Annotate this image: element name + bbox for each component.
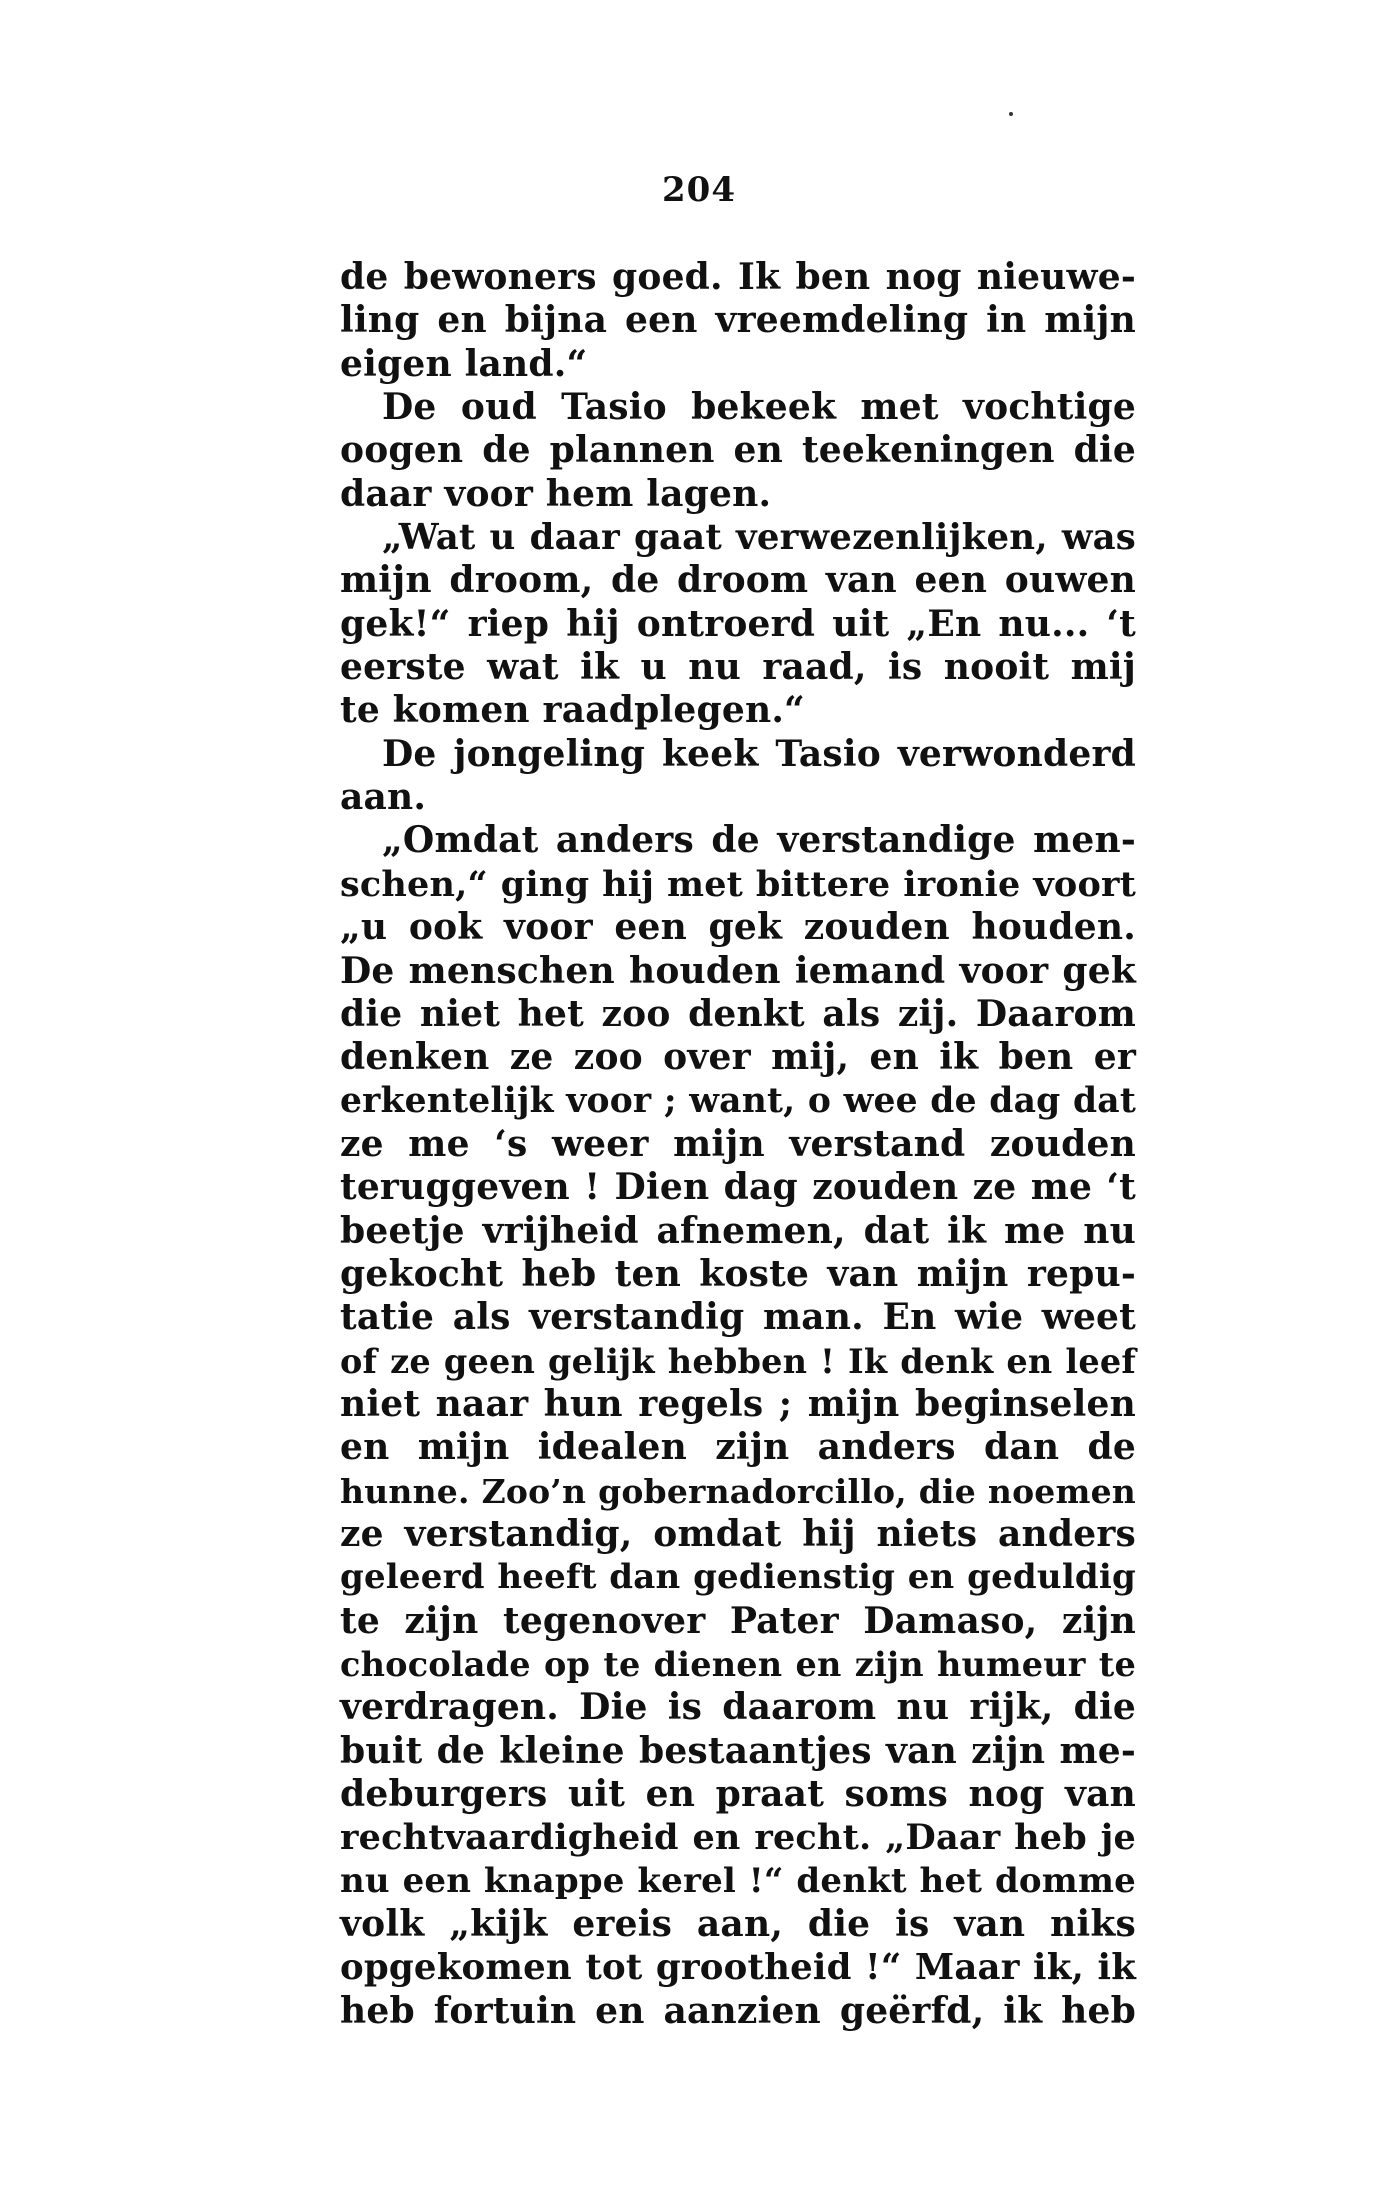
- text-line: verdragen. Die is daarom nu rijk, die: [340, 1686, 1136, 1729]
- text-line: aan.: [340, 776, 427, 819]
- text-line: „Wat u daar gaat verwezenlijken, was: [382, 517, 1136, 559]
- text-line: hunne. Zoo’n gobernadorcillo, die noemen: [340, 1471, 1136, 1511]
- text-line: gekocht heb ten koste van mijn repu-: [340, 1252, 1136, 1295]
- text-line: gek!“ riep hij ontroerd uit „En nu... ‘t: [340, 602, 1136, 645]
- text-line: ling en bijna een vreemdeling in mijn: [340, 299, 1136, 342]
- text-line: de bewoners goed. Ik ben nog nieuwe-: [340, 256, 1136, 298]
- text-line: volk „kijk ereis aan, die is van niks: [340, 1903, 1136, 1946]
- text-line: „u ook voor een gek zouden houden.: [340, 906, 1136, 949]
- print-speck: [1009, 112, 1013, 116]
- text-line: ze verstandig, omdat hij niets anders: [340, 1512, 1136, 1555]
- text-line: buit de kleine bestaantjes van zijn me-: [340, 1729, 1136, 1772]
- text-line: „Omdat anders de verstandige men-: [382, 819, 1136, 862]
- text-line: en mijn idealen zijn anders dan de: [340, 1426, 1136, 1469]
- text-line: heb fortuin en aanzien geërfd, ik heb: [340, 1989, 1136, 2032]
- text-line: te zijn tegenover Pater Damaso, zijn: [340, 1599, 1136, 1642]
- text-line: nu een knappe kerel !“ denkt het domme: [340, 1860, 1136, 1901]
- text-line: erkentelijk voor ; want, o wee de dag dat: [340, 1080, 1136, 1121]
- text-line: denken ze zoo over mij, en ik ben er: [340, 1036, 1136, 1079]
- text-line: De oud Tasio bekeek met vochtige: [382, 386, 1136, 429]
- text-line: oogen de plannen en teekeningen die: [340, 429, 1136, 472]
- text-line: beetje vrijheid afnemen, dat ik me nu: [340, 1209, 1136, 1252]
- text-line: of ze geen gelijk hebben ! Ik denk en leef: [340, 1341, 1136, 1381]
- text-line: niet naar hun regels ; mijn beginselen: [340, 1382, 1136, 1425]
- text-line: die niet het zoo denkt als zij. Daarom: [340, 992, 1136, 1035]
- text-line: eigen land.“: [340, 342, 588, 385]
- text-line: deburgers uit en praat soms nog van: [340, 1773, 1136, 1816]
- text-line: teruggeven ! Dien dag zouden ze me ‘t: [340, 1166, 1136, 1209]
- text-line: De jongeling keek Tasio verwonderd: [382, 732, 1136, 775]
- text-line: ze me ‘s weer mijn verstand zouden: [340, 1122, 1136, 1165]
- text-line: schen,“ ging hij met bittere ironie voort: [340, 863, 1136, 905]
- body-text: [340, 256, 1136, 2033]
- text-line: daar voor hem lagen.: [340, 472, 772, 515]
- text-line: te komen raadplegen.“: [340, 689, 805, 732]
- text-line: tatie als verstandig man. En wie weet: [340, 1296, 1136, 1339]
- text-line: eerste wat ik u nu raad, is nooit mij: [340, 646, 1136, 689]
- text-line: rechtvaardigheid en recht. „Daar heb je: [340, 1817, 1136, 1859]
- text-line: chocolade op te dienen en zijn humeur te: [340, 1645, 1136, 1684]
- text-line: mijn droom, de droom van een ouwen: [340, 559, 1136, 602]
- page-number: 204: [662, 170, 736, 210]
- text-line: opgekomen tot grootheid !“ Maar ik, ik: [340, 1947, 1136, 1989]
- text-line: De menschen houden iemand voor gek: [340, 949, 1136, 992]
- text-line: geleerd heeft dan gedienstig en geduldig: [340, 1557, 1136, 1598]
